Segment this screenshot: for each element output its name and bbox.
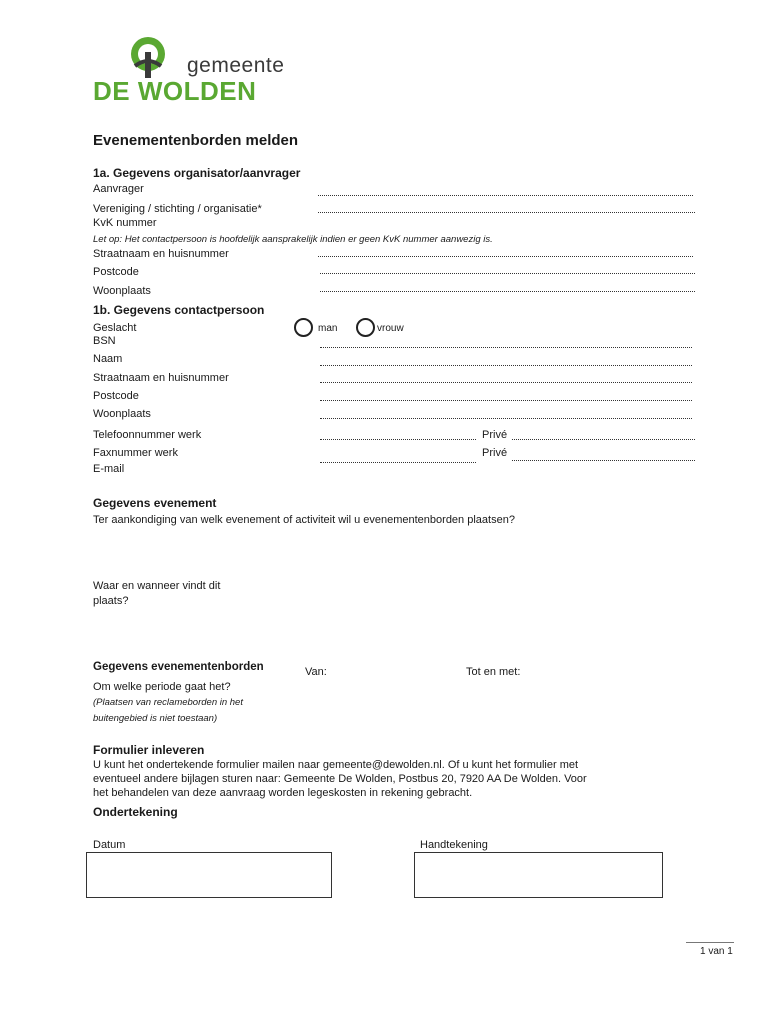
inleveren-heading: Formulier inleveren <box>93 743 205 757</box>
handtekening-label: Handtekening <box>420 839 488 851</box>
woonplaats-field-1b[interactable] <box>320 418 692 419</box>
inleveren-line2: eventueel andere bijlagen sturen naar: Gemeente De Wolden, Postbus 20, 7920 AA De Wolden. Voor <box>93 773 587 785</box>
prive-label-2: Privé <box>482 447 508 459</box>
naam-field[interactable] <box>320 365 692 366</box>
footer-divider <box>686 942 734 943</box>
woonplaats-label-1b: Woonplaats <box>93 408 151 420</box>
tel-werk-field[interactable] <box>320 439 476 440</box>
straat-field-1a[interactable] <box>318 256 693 257</box>
datum-label: Datum <box>93 839 126 851</box>
borden-note-line2: buitengebied is niet toestaan) <box>93 713 218 724</box>
logo <box>93 36 293 104</box>
page-title: Evenementenborden melden <box>93 132 299 149</box>
radio-vrouw[interactable] <box>356 318 375 337</box>
borden-heading: Gegevens evenementenborden <box>93 661 264 673</box>
logo-line2: DE WOLDEN <box>93 76 257 106</box>
bsn-field[interactable] <box>320 347 692 348</box>
tree-logo-icon <box>123 36 173 80</box>
prive-field-1[interactable] <box>512 439 695 440</box>
email-label: E-mail <box>93 463 125 475</box>
naam-label: Naam <box>93 353 123 365</box>
woonplaats-field-1a[interactable] <box>320 291 695 292</box>
logo-line1: gemeente <box>187 54 285 77</box>
page-number: 1 van 1 <box>700 946 733 957</box>
inleveren-line1: U kunt het ondertekende formulier mailen naar gemeente@dewolden.nl. Of u kunt het formulier met <box>93 759 579 771</box>
radio-vrouw-label: vrouw <box>377 323 404 334</box>
section-1b-heading: 1b. Gegevens contactpersoon <box>93 303 265 317</box>
prive-field-2[interactable] <box>512 460 695 461</box>
vereniging-label: Vereniging / stichting / organisatie* <box>93 203 262 215</box>
ondertekening-heading: Ondertekening <box>93 805 178 819</box>
tot-label: Tot en met: <box>466 666 521 678</box>
evenement-heading: Gegevens evenement <box>93 496 217 510</box>
postcode-field-1a[interactable] <box>320 273 695 274</box>
waar-label-line1: Waar en wanneer vindt dit <box>93 580 221 592</box>
inleveren-line3: het behandelen van deze aanvraag worden legeskosten in rekening gebracht. <box>93 787 473 799</box>
tel-werk-label: Telefoonnummer werk <box>93 429 202 441</box>
vereniging-field[interactable] <box>318 212 695 213</box>
evenement-question: Ter aankondiging van welk evenement of activiteit wil u evenementenborden plaatsen? <box>93 514 515 526</box>
waar-label-line2: plaats? <box>93 595 129 607</box>
radio-man-label: man <box>318 323 338 334</box>
datum-box[interactable] <box>86 852 332 898</box>
postcode-field-1b[interactable] <box>320 400 692 401</box>
postcode-label-1b: Postcode <box>93 390 139 402</box>
geslacht-label: Geslacht <box>93 322 137 334</box>
fax-werk-label: Faxnummer werk <box>93 447 178 459</box>
prive-label-1: Privé <box>482 429 508 441</box>
postcode-label-1a: Postcode <box>93 266 139 278</box>
straat-label-1b: Straatnaam en huisnummer <box>93 372 229 384</box>
radio-man[interactable] <box>294 318 313 337</box>
aanvrager-field[interactable] <box>318 195 693 196</box>
woonplaats-label-1a: Woonplaats <box>93 285 151 297</box>
bsn-label: BSN <box>93 335 116 347</box>
aanvrager-label: Aanvrager <box>93 183 144 195</box>
van-label: Van: <box>305 666 327 678</box>
fax-werk-field[interactable] <box>320 462 476 463</box>
handtekening-box[interactable] <box>414 852 663 898</box>
kvk-note: Let op: Het contactpersoon is hoofdelijk aansprakelijk indien er geen KvK nummer aanwezig is. <box>93 234 493 245</box>
section-1a-heading: 1a. Gegevens organisator/aanvrager <box>93 166 301 180</box>
straat-label-1a: Straatnaam en huisnummer <box>93 248 229 260</box>
straat-field-1b[interactable] <box>320 382 692 383</box>
periode-label: Om welke periode gaat het? <box>93 681 231 693</box>
borden-note-line1: (Plaatsen van reclameborden in het <box>93 697 243 708</box>
kvk-label: KvK nummer <box>93 217 157 229</box>
